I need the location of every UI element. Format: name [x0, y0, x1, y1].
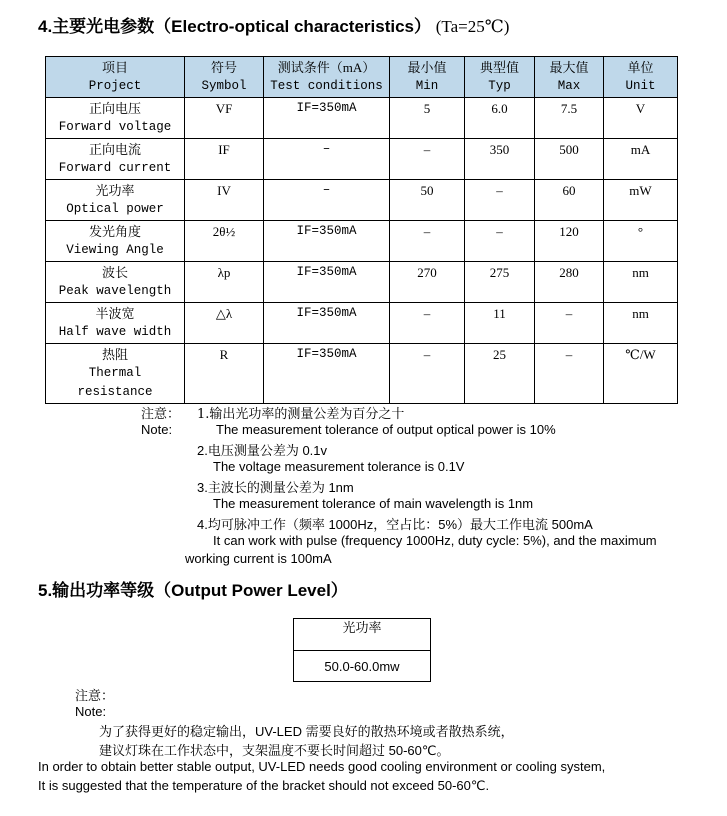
header-min	[390, 57, 465, 98]
cell-typ: 350	[465, 139, 535, 180]
cell-label-en: Unit	[625, 79, 656, 93]
cell-label-en: Forward current	[58, 161, 172, 175]
notes2-cn-line-2: 建议灯珠在工作状态中，支架温度不要长时间超过 50-60℃。	[99, 743, 450, 758]
cell-label-cn: 波长	[101, 265, 128, 280]
cell-label-en: Viewing Angle	[66, 243, 164, 257]
cell-unit: nm	[604, 303, 678, 344]
cell-condition: IF=350mA	[264, 344, 390, 404]
cell-label-cn: 光功率	[95, 183, 135, 198]
cell-project	[46, 98, 185, 139]
cell-label-cn: 热阻	[101, 347, 128, 362]
header-typ	[465, 57, 535, 98]
cell-max: –	[535, 344, 604, 404]
header-symbol	[185, 57, 264, 98]
section-4-title	[38, 12, 509, 37]
table-row	[46, 344, 678, 404]
notes2-cn-line-1: 为了获得更好的稳定输出，UV-LED 需要良好的散热环境或者散热系统，	[99, 724, 514, 739]
cell-label-cn: 单位	[627, 60, 654, 75]
cell-label-en: Peak wavelength	[58, 284, 172, 298]
note-4-cn: 4.均可脉冲工作（频率 1000Hz，空占比：5%）最大工作电流 500mA	[197, 517, 593, 532]
notes-label-cn: 注意：	[141, 407, 181, 422]
notes2-label-cn: 注意：	[75, 689, 115, 704]
cell-typ: –	[465, 221, 535, 262]
cell-label-cn: 测试条件（mA）	[277, 60, 376, 75]
cell-max: –	[535, 303, 604, 344]
note-1-cn: 1.输出光功率的测量公差为百分之十	[197, 407, 405, 422]
cell-label-cn: 发光角度	[88, 224, 141, 239]
cell-symbol: R	[185, 344, 264, 404]
cell-label-en: Forward voltage	[58, 120, 172, 134]
cell-typ: 275	[465, 262, 535, 303]
table-row	[46, 139, 678, 180]
cell-label-cn: 正向电流	[88, 142, 141, 157]
note-2-cn: 2.电压测量公差为 0.1v	[197, 443, 328, 458]
cell-max: 7.5	[535, 98, 604, 139]
cell-label-en: Typ	[488, 79, 511, 93]
cell-label-cn: 最小值	[407, 60, 447, 75]
header-project	[46, 57, 185, 98]
note-1-en: The measurement tolerance of output optical power is 10%	[216, 422, 556, 437]
cell-condition: IF=350mA	[264, 98, 390, 139]
output-power-header: 光功率	[294, 619, 430, 651]
cell-typ: 6.0	[465, 98, 535, 139]
cell-label-cn: 半波宽	[95, 306, 135, 321]
cell-symbol: 2θ½	[185, 221, 264, 262]
table-row	[46, 221, 678, 262]
cell-project	[46, 139, 185, 180]
header-max	[535, 57, 604, 98]
table-row	[46, 303, 678, 344]
cell-label-en: Thermal	[88, 366, 142, 380]
cell-project	[46, 344, 185, 404]
cell-symbol: λp	[185, 262, 264, 303]
note-4-en: It can work with pulse (frequency 1000Hz, duty cycle: 5%), and the maximum	[213, 533, 657, 548]
notes2-en-line-2: It is suggested that the temperature of the bracket should not exceed 50-60℃.	[38, 778, 490, 793]
header-unit	[604, 57, 678, 98]
cell-typ: –	[465, 180, 535, 221]
cell-label-cn: 典型值	[479, 60, 519, 75]
cell-min: 50	[390, 180, 465, 221]
cell-condition: –	[264, 139, 390, 180]
note-2-en: The voltage measurement tolerance is 0.1V	[213, 459, 465, 474]
notes2-label-en: Note:	[75, 704, 107, 719]
cell-label-en: Project	[88, 79, 142, 93]
electro-optical-table	[45, 56, 678, 404]
cell-label-en: resistance	[77, 385, 153, 399]
table-row	[46, 180, 678, 221]
table-row	[46, 262, 678, 303]
output-power-value: 50.0-60.0mw	[324, 659, 400, 674]
cell-min: 270	[390, 262, 465, 303]
note-3-en: The measurement tolerance of main wavelength is 1nm	[213, 496, 534, 511]
cell-symbol: IF	[185, 139, 264, 180]
section-5-title: 5.输出功率等级（Output Power Level）	[38, 581, 348, 600]
cell-max: 280	[535, 262, 604, 303]
table-header-row	[46, 57, 678, 98]
cell-label-en: Half wave width	[58, 325, 172, 339]
cell-unit: mA	[604, 139, 678, 180]
cell-label-en: Max	[557, 79, 581, 93]
cell-symbol: VF	[185, 98, 264, 139]
cell-label-en: Test conditions	[270, 79, 383, 93]
cell-unit: nm	[604, 262, 678, 303]
header-test-conditions	[264, 57, 390, 98]
cell-label-cn: 最大值	[549, 60, 589, 75]
cell-unit: V	[604, 98, 678, 139]
cell-condition: IF=350mA	[264, 262, 390, 303]
notes-label-en: Note:	[141, 422, 173, 437]
cell-symbol: IV	[185, 180, 264, 221]
cell-unit: °	[604, 221, 678, 262]
cell-label-cn: 正向电压	[88, 101, 141, 116]
cell-project	[46, 180, 185, 221]
cell-project	[46, 221, 185, 262]
section-4-title-text: 4.主要光电参数（Electro-optical characteristics）	[38, 17, 432, 36]
cell-project	[46, 303, 185, 344]
cell-min: –	[390, 139, 465, 180]
cell-max: 60	[535, 180, 604, 221]
cell-condition: IF=350mA	[264, 221, 390, 262]
cell-label-cn: 项目	[101, 60, 128, 75]
cell-typ: 25	[465, 344, 535, 404]
cell-min: –	[390, 221, 465, 262]
cell-min: –	[390, 303, 465, 344]
section-4-condition: (Ta=25℃)	[435, 17, 510, 36]
cell-min: –	[390, 344, 465, 404]
cell-unit: ℃/W	[604, 344, 678, 404]
note-4-en-cont: working current is 100mA	[185, 551, 332, 566]
cell-symbol: △λ	[185, 303, 264, 344]
cell-condition: IF=350mA	[264, 303, 390, 344]
cell-typ: 11	[465, 303, 535, 344]
cell-max: 120	[535, 221, 604, 262]
cell-min: 5	[390, 98, 465, 139]
note-3-cn: 3.主波长的测量公差为 1nm	[197, 480, 354, 495]
cell-condition: –	[264, 180, 390, 221]
cell-project	[46, 262, 185, 303]
notes2-en-line-1: In order to obtain better stable output, UV-LED needs good cooling environment or cooling system,	[38, 759, 606, 774]
cell-unit: mW	[604, 180, 678, 221]
output-power-box	[293, 618, 431, 682]
table-row	[46, 98, 678, 139]
cell-label-en: Symbol	[201, 79, 247, 93]
cell-max: 500	[535, 139, 604, 180]
cell-label-cn: 符号	[210, 60, 237, 75]
cell-label-en: Min	[415, 79, 439, 93]
cell-label-en: Optical power	[66, 202, 164, 216]
